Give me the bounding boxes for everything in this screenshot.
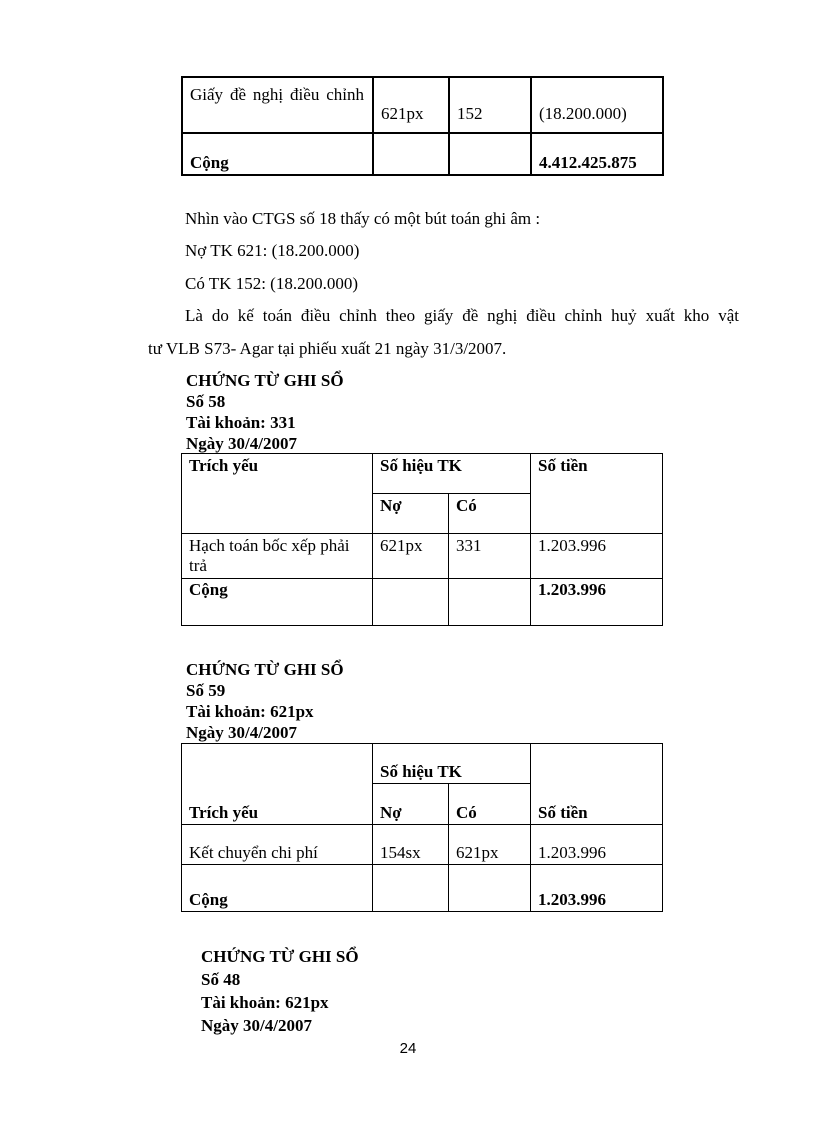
total-label: Cộng [182,579,373,626]
header-desc: Trích yếu [182,454,373,534]
table-row [182,77,663,133]
row-no: 154sx [373,825,449,865]
table-row [182,534,663,579]
row-amount: (18.200.000) [531,77,663,133]
voucher-number: Số 58 [186,392,226,411]
voucher-58-table [181,453,663,626]
table-row [182,133,663,175]
header-row [182,744,663,784]
header-no: Nợ [373,784,449,825]
total-amount: 1.203.996 [531,865,663,912]
voucher-date: Ngày 30/4/2007 [186,434,297,453]
total-row [182,865,663,912]
total-row [182,579,663,626]
total-amount: 4.412.425.875 [531,133,663,175]
paragraph-5: tư VLB S73- Agar tại phiếu xuất 21 ngày 31/3/2007. [148,339,507,358]
row-desc: Hạch toán bốc xếp phải trả [182,534,373,579]
header-no: Nợ [373,494,449,534]
header-co: Có [449,494,531,534]
total-amount: 1.203.996 [531,579,663,626]
paragraph-1: Nhìn vào CTGS số 18 thấy có một bút toán ghi âm : [185,209,541,228]
voucher-title: CHỨNG TỪ GHI SỔ [201,947,359,966]
header-amount: Số tiền [531,744,663,825]
total-label: Cộng [182,133,373,175]
total-co [449,133,531,175]
paragraph-2: Nợ TK 621: (18.200.000) [185,241,360,260]
voucher-account: Tài khoản: 621px [201,993,329,1012]
header-co: Có [449,784,531,825]
header-desc: Trích yếu [182,744,373,825]
row-amount: 1.203.996 [531,534,663,579]
row-desc: Kết chuyển chi phí [182,825,373,865]
row-desc: Giấy đề nghị điều chỉnh [182,77,373,133]
voucher-number: Số 59 [186,681,226,700]
voucher-59-heading [186,659,344,743]
row-co: 621px [449,825,531,865]
empty-cell [373,579,449,626]
top-table [181,76,664,176]
page-number: 24 [399,1040,417,1057]
header-row [182,454,663,494]
paragraph-3: Có TK 152: (18.200.000) [185,274,358,293]
total-no [373,133,449,175]
voucher-48-heading [201,945,359,1037]
row-no: 621px [373,534,449,579]
voucher-account: Tài khoản: 621px [186,702,314,721]
voucher-date: Ngày 30/4/2007 [186,723,297,742]
empty-cell [449,865,531,912]
table-row [182,825,663,865]
row-co: 152 [449,77,531,133]
header-acct: Số hiệu TK [373,744,531,784]
empty-cell [373,865,449,912]
paragraph-4: Là do kế toán điều chỉnh theo giấy đề nghị điều chỉnh huỷ xuất kho vật [185,306,739,325]
empty-cell [449,579,531,626]
voucher-title: CHỨNG TỪ GHI SỔ [186,660,344,679]
voucher-account: Tài khoản: 331 [186,413,296,432]
voucher-number: Số 48 [201,970,241,989]
voucher-date: Ngày 30/4/2007 [201,1016,312,1035]
row-no: 621px [373,77,449,133]
header-acct: Số hiệu TK [373,454,531,494]
row-co: 331 [449,534,531,579]
voucher-58-heading [186,370,344,454]
voucher-title: CHỨNG TỪ GHI SỔ [186,371,344,390]
total-label: Cộng [182,865,373,912]
voucher-59-table [181,743,663,912]
header-amount: Số tiền [531,454,663,534]
row-amount: 1.203.996 [531,825,663,865]
